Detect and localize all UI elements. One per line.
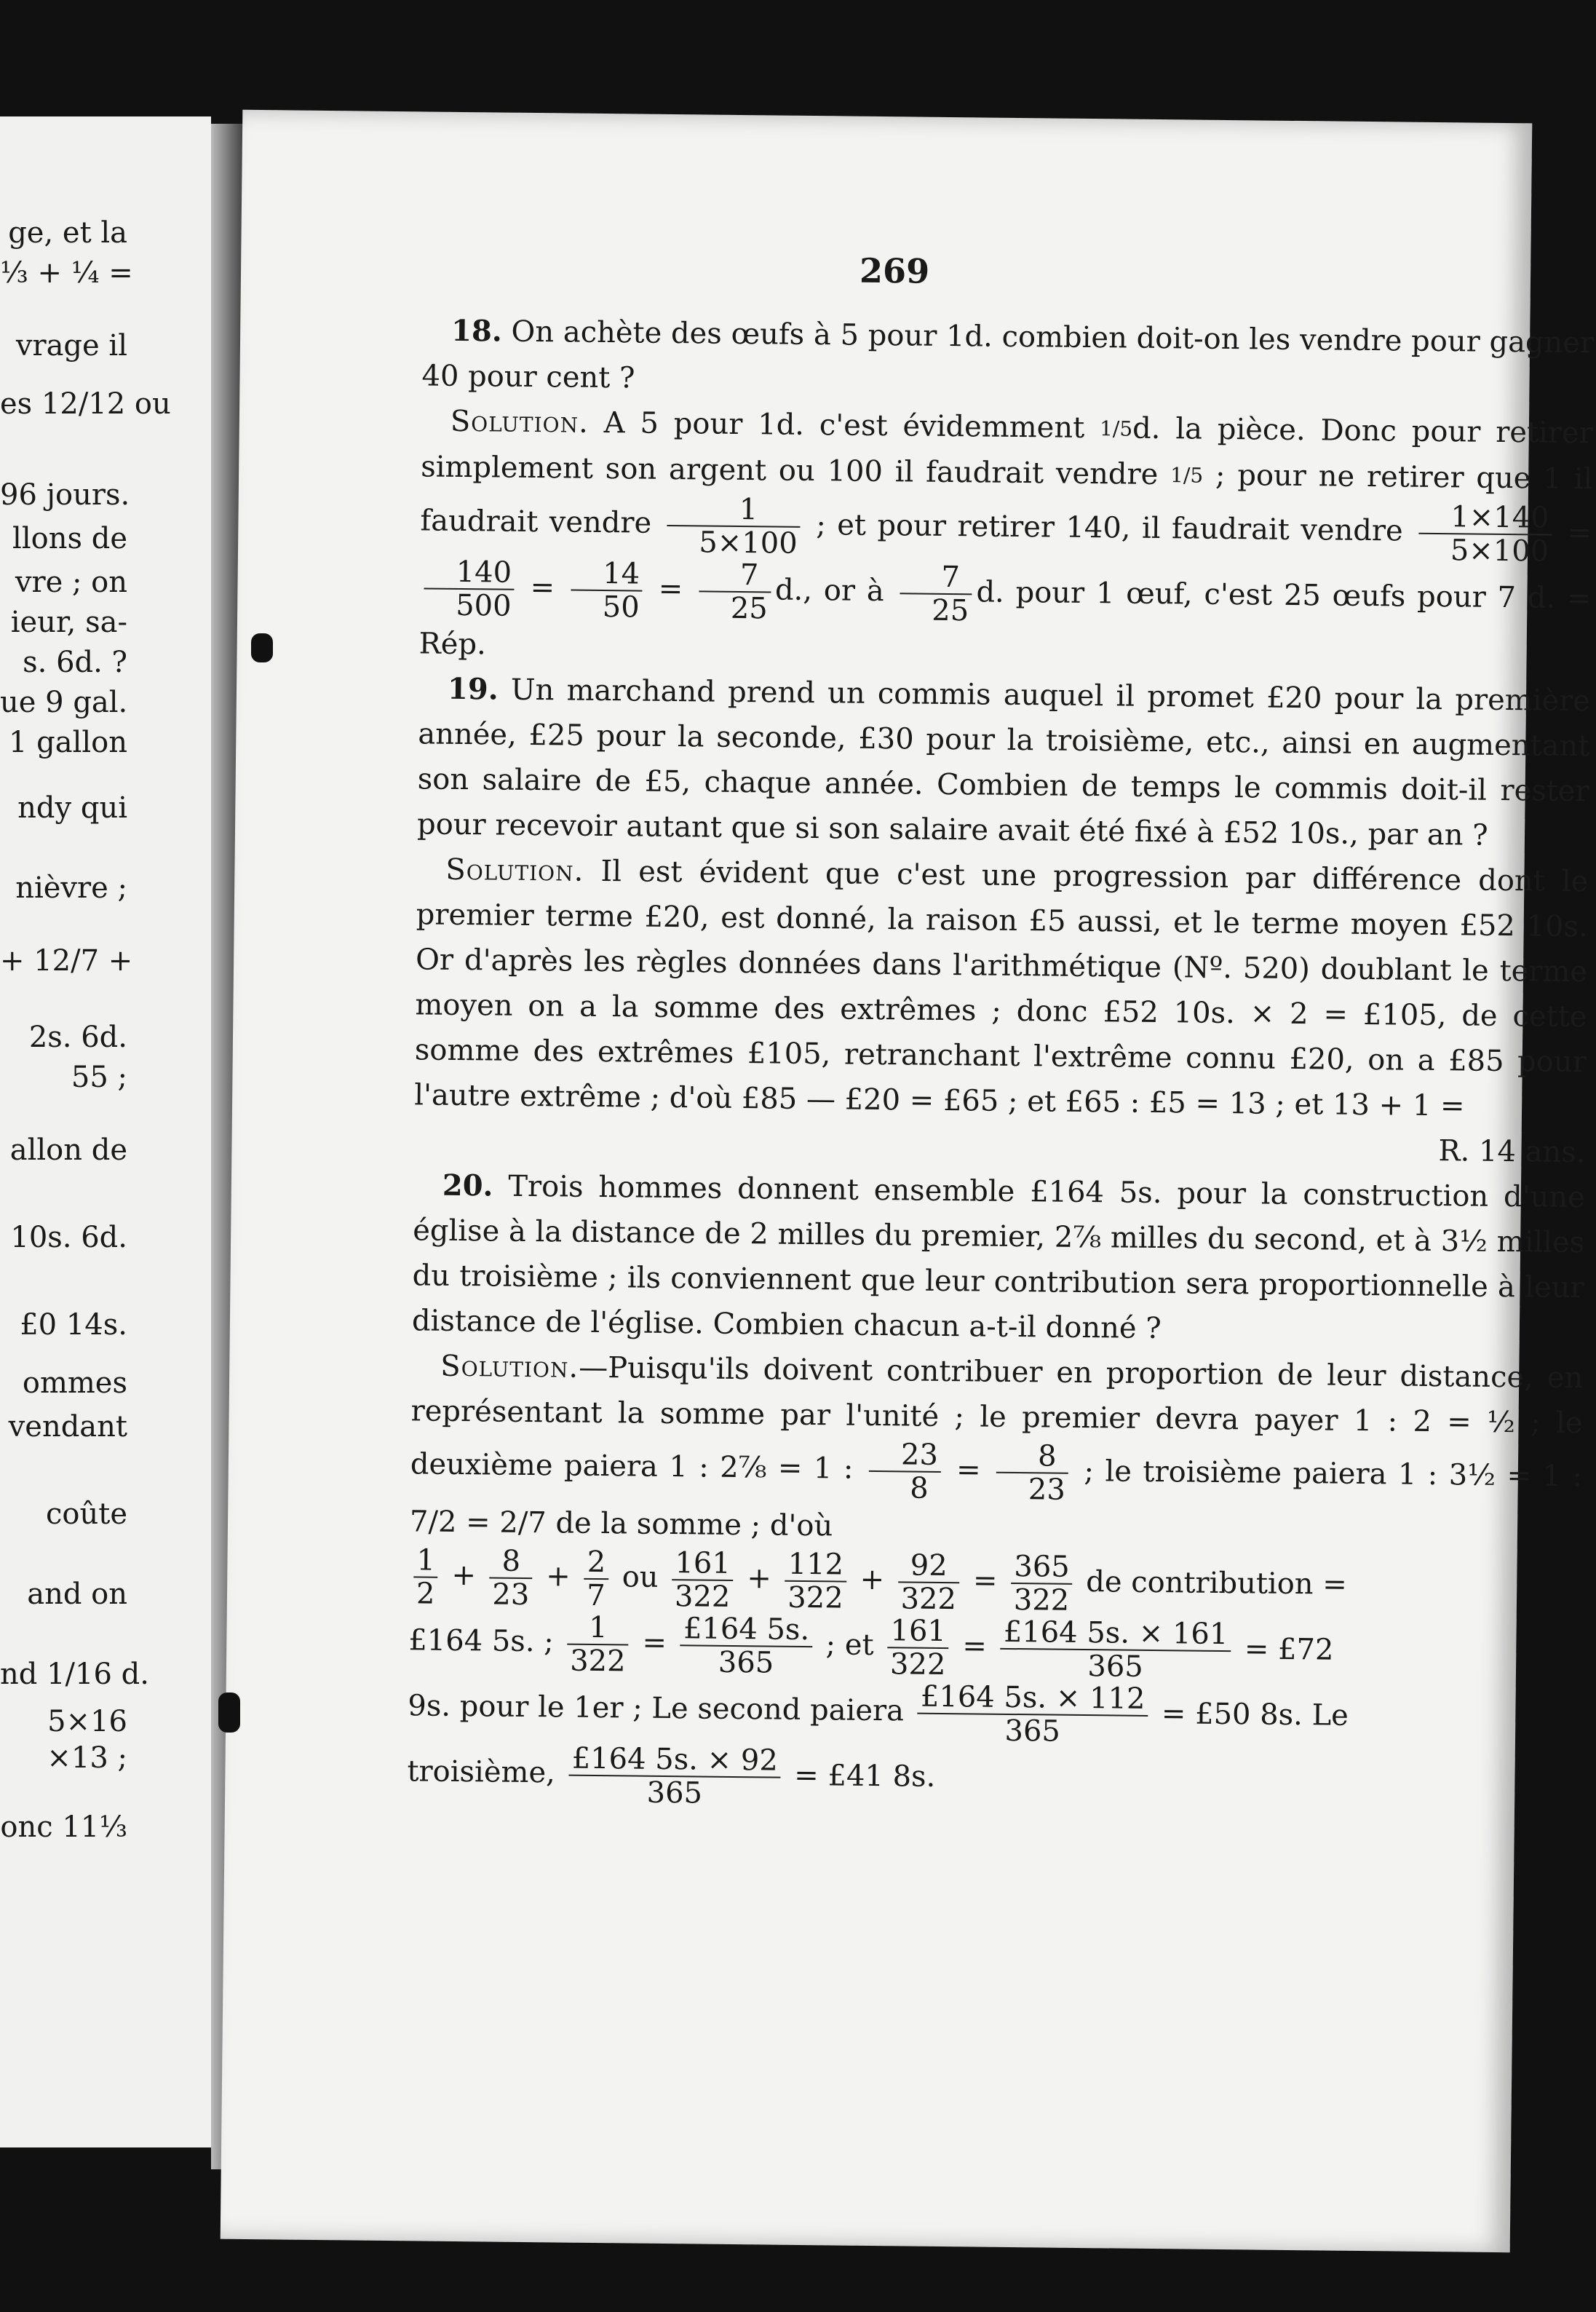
left-page-fragment: ×13 ;: [47, 1741, 127, 1775]
equation-line: £164 5s. ; $\frac{1}{322}$ = $\frac{£164 5s.}{365}$ ; et $\frac{161}{322}$ = $\frac{£164 5s. \times 161}{365}$ = £72: [408, 1610, 1334, 1684]
fraction: 1/5: [1170, 463, 1204, 488]
fraction: 1/5: [1099, 416, 1133, 441]
fraction: $\frac{23}{8}$: [868, 1438, 941, 1505]
problem-number: 19.: [447, 671, 499, 707]
fraction: $\frac{161}{322}$: [887, 1615, 949, 1681]
fraction: $\frac{1\times 140}{5\times 100}$: [1418, 501, 1552, 568]
fraction: $\frac{1}{5\times 100}$: [667, 493, 801, 560]
problem-19: [417, 666, 1591, 859]
left-page-fragment: ieur, sa-: [10, 606, 127, 639]
left-page-fragment: ge, et la: [8, 216, 127, 250]
left-page-fragment: 1 gallon: [8, 726, 127, 759]
problem-text: Trois hommes donnent ensemble £164 5s. pour la construction d'une église à la distance de 2 milles du premier, 2⅞ milles du second, et à 3½ milles du troisième ; ils conviennent que leur contribution sera proportionnelle à leur distance de l'église. Combien chacun a-t-il donné ?: [411, 1169, 1586, 1346]
solution-19: [413, 847, 1589, 1170]
left-page-fragment: £0 14s.: [20, 1308, 127, 1342]
fraction: $\frac{2}{7}$: [584, 1546, 608, 1612]
left-page-fragment: vrage il: [15, 329, 127, 363]
fraction: $\frac{92}{322}$: [897, 1549, 959, 1615]
left-page-fragment: es 12/12 ou: [0, 387, 171, 421]
fraction: $\frac{14}{50}$: [571, 558, 643, 624]
fraction: $\frac{112}{322}$: [785, 1548, 846, 1615]
left-page-fragment: ue 9 gal.: [0, 686, 128, 719]
left-page-fragment: ⅓ + ¼ =: [0, 256, 133, 290]
page-body: [407, 308, 1594, 1818]
left-page-fragment: + 12/7 +: [0, 944, 133, 978]
fraction: $\frac{7}{25}$: [900, 561, 972, 627]
fraction: $\frac{£164 5s. \times 161}{365}$: [1000, 1616, 1231, 1684]
solution-text: £164 5s. ;: [408, 1623, 554, 1659]
answer: R. 14 ans.: [1438, 1134, 1586, 1170]
solution-label: Solution.: [450, 404, 589, 440]
fraction: $\frac{£164 5s. \times 92}{365}$: [568, 1743, 781, 1810]
left-page-fragment: llons de: [12, 522, 127, 555]
binding-thread-mark: [251, 633, 273, 662]
fraction: $\frac{£164 5s.}{365}$: [680, 1612, 812, 1679]
problem-number: 20.: [442, 1168, 493, 1203]
binding-thread-mark: [218, 1693, 240, 1733]
left-page-fragment: allon de: [9, 1133, 127, 1167]
problem-18: [421, 308, 1594, 411]
left-page-fragment: onc 11⅓: [0, 1810, 127, 1844]
solution-text: troisième,: [407, 1754, 556, 1790]
left-page-fragment: and on: [27, 1577, 127, 1611]
left-page-fragment: 96 jours.: [0, 478, 130, 512]
left-page-fragment: 10s. 6d.: [10, 1221, 127, 1254]
solution-text: 9s. pour le 1er ; Le second paiera: [408, 1689, 905, 1728]
left-page-fragment: 5×16: [47, 1705, 127, 1738]
left-page-fragment: nd 1/16 d.: [0, 1658, 149, 1691]
fraction: $\frac{365}{322}$: [1011, 1551, 1073, 1617]
solution-text: Il est évident que c'est une progression par différence dont le premier terme £20, est donné, la raison £5 aussi, et le terme moyen £52 10s. Or d'après les règles données dans l'arithmétique (Nº. 520) doublant le terme moyen on a la somme des extrêmes ; donc £52 10s. × 2 = £105, de cette somme des extrêmes £105, retranchant l'extrême connu £20, on a £85 pour l'autre extrême ; d'où £85 — £20 = £65 ; et £65 : £5 = 13 ; et 13 + 1 =: [413, 855, 1589, 1123]
left-page-fragment: vre ; on: [15, 566, 127, 599]
solution-label: Solution.: [445, 852, 584, 888]
solution-18: Solution. A 5 pour 1d. c'est évidemment 1/5d. la pièce. Donc pour retirer simplement son argent ou 100 il faudrait vendre 1/5 ; pour ne retirer que 1 il faudrait vendre $\frac{1}{5\times 100}$ ; et pour retirer 140, il faudrait vendre $\frac{1\times 140}{5\times 100}$ = $\frac{140}{500}$ = $\frac{14}{50}$ = $\frac{7}{25}$ d., or à $\frac{7}{25}$ d. pour 1 œuf, c'est 25 œufs pour 7 d. = Rép.: [418, 404, 1594, 662]
left-page-fragment: ommes: [22, 1366, 127, 1400]
fraction: $\frac{8}{23}$: [996, 1440, 1069, 1506]
solution-text: = £72: [1244, 1632, 1334, 1667]
problem-text: Un marchand prend un commis auquel il promet £20 pour la première année, £25 pour la seconde, £30 pour la troisième, etc., ainsi en augmentant son salaire de £5, chaque année. Combien de temps le commis doit-il rester pour recevoir autant que si son salaire avait été fixé à £52 10s., par an ?: [416, 673, 1591, 852]
solution-text: d. pour 1 œuf, c'est 25 œufs pour 7 d. = Rép.: [418, 575, 1592, 662]
solution-text: ; et: [825, 1628, 874, 1662]
equation-line: $\frac{1}{2}$ + $\frac{8}{23}$ + $\frac{2}{7}$ ou $\frac{161}{322}$ + $\frac{112}{322}$ + $\frac{92}{322}$ = $\frac{365}{322}$ de contribution =: [409, 1544, 1581, 1622]
left-page-fragment: s. 6d. ?: [23, 646, 127, 679]
fraction: $\frac{140}{500}$: [424, 555, 515, 622]
solution-text: ; et pour retirer 140, il faudrait vendre: [816, 508, 1403, 548]
page-number: 269: [859, 250, 930, 291]
solution-text: = £41 8s.: [794, 1758, 936, 1794]
solution-text: A 5 pour 1d. c'est évidemment: [603, 406, 1085, 445]
solution-text: ou: [622, 1560, 659, 1594]
fraction: $\frac{£164 5s. \times 112}{365}$: [917, 1681, 1148, 1749]
problem-20: [412, 1163, 1586, 1355]
left-page-fragment: ndy qui: [17, 791, 127, 825]
fraction: $\frac{161}{322}$: [672, 1547, 734, 1613]
solution-text: ; pour ne retirer que 1 il faudrait vendre: [420, 458, 1593, 540]
left-page-fragment: coûte: [46, 1497, 127, 1531]
fraction: $\frac{1}{2}$: [413, 1544, 438, 1610]
solution-text: ; le troisième paiera 1 : 3½ = 1 : 7/2 = 2/7 de la somme ; d'où: [409, 1454, 1583, 1543]
solution-text: d., or à: [774, 573, 884, 609]
fraction: $\frac{1}{322}$: [567, 1612, 629, 1678]
left-page-fragment: 2s. 6d.: [28, 1021, 127, 1054]
fraction: $\frac{8}{23}$: [489, 1545, 533, 1611]
solution-text: de contribution =: [1086, 1565, 1348, 1602]
left-page: [0, 116, 211, 2147]
solution-20: Solution.—Puisqu'ils doivent contribuer en proportion de leur distance, en représentant la somme par l'unité ; le premier devra payer 1 : 2 = ½ ; le deuxième paiera 1 : 2⅞ = 1 : $\frac{23}{8}$ = $\frac{8}{23}$ ; le troisième paiera 1 : 3½ = 1 : 7/2 = 2/7 de la somme ; d'où: [409, 1349, 1584, 1543]
problem-number: 18.: [450, 313, 503, 349]
left-page-fragment: nièvre ;: [15, 871, 127, 905]
equation-line: [407, 1741, 1579, 1818]
solution-text: —Puisqu'ils doivent contribuer en proportion de leur distance, en représentant la somme par l'unité ; le premier devra payer 1 : 2 = ½ ; le deuxième paiera 1 : 2⅞ = 1 :: [410, 1350, 1584, 1486]
fraction: $\frac{7}{25}$: [699, 558, 771, 625]
solution-text: d. la pièce. Donc pour retirer simplement son argent ou 100 il faudrait vendre: [420, 411, 1594, 492]
left-page-fragment: 55 ;: [71, 1061, 127, 1094]
right-page: [221, 110, 1595, 2252]
solution-label: Solution.: [440, 1349, 579, 1385]
solution-text: = £50 8s. Le: [1161, 1697, 1349, 1733]
problem-text: On achète des œufs à 5 pour 1d. combien doit-on les vendre pour gagner 40 pour cent ?: [421, 314, 1595, 395]
left-page-fragment: vendant: [8, 1410, 127, 1444]
